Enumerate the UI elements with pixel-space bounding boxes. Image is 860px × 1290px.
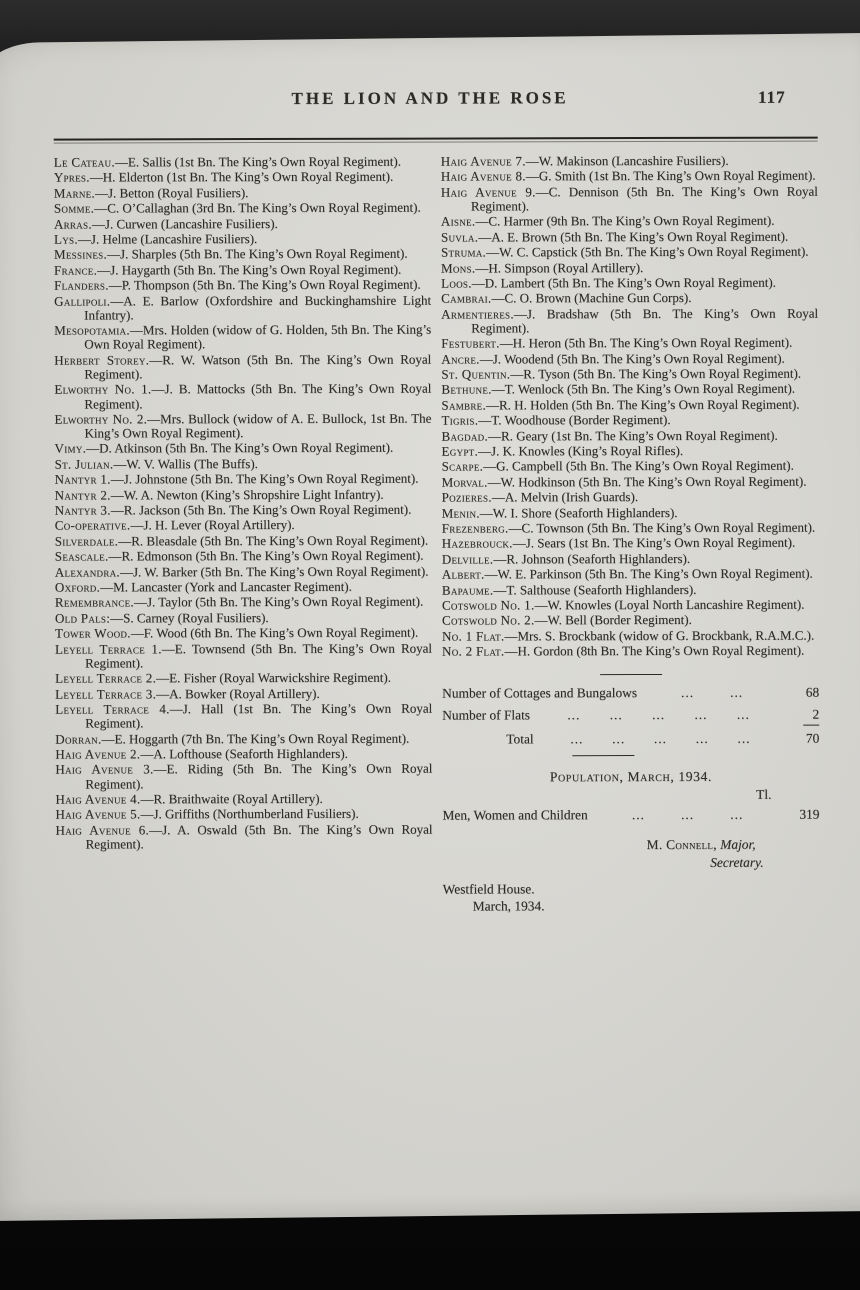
directory-entry [441, 413, 818, 428]
house-name: Bagdad. [441, 428, 489, 444]
leader-dots: ... [652, 707, 666, 723]
resident-info: —C. Townson (5th Bn. The King’s Own Royal Regiment). [508, 519, 816, 536]
directory-entry [55, 641, 432, 670]
house-name: Cotswold No. 2. [441, 612, 535, 628]
house-name: Morval. [441, 474, 488, 490]
house-name: Dorran. [55, 730, 102, 747]
directory-entry [55, 472, 432, 487]
house-name: Vimy. [54, 440, 87, 457]
page-content [53, 52, 819, 916]
house-name: Scarpe. [441, 458, 484, 475]
house-name: Marne. [53, 185, 95, 201]
resident-info: —H. Elderton (1st Bn. The King’s Own Royal Regiment). [89, 169, 394, 185]
directory-entry [55, 731, 432, 746]
house-name: Haig Avenue 9. [440, 184, 536, 200]
house-name: Hazebrouck. [441, 535, 513, 551]
resident-info: —A. Lofthouse (Seaforth Highlanders). [140, 745, 348, 762]
resident-info: —J. Curwen (Lancashire Fusiliers). [91, 215, 278, 232]
resident-info: —J. Woodend (5th Bn. The King’s Own Royal Regiment). [479, 350, 785, 367]
resident-info: —J. Betton (Royal Fusiliers). [94, 184, 249, 201]
directory-entry [442, 567, 819, 582]
directory-entry [442, 536, 819, 551]
directory-entry [55, 762, 432, 791]
signature-line [443, 836, 820, 855]
resident-info: —J. Sears (1st Bn. The King’s Own Royal Regiment). [512, 535, 796, 551]
directory-entry [54, 278, 431, 293]
leader-dots: ... [612, 731, 626, 747]
dot-leaders [534, 729, 788, 749]
resident-info: —A. E. Barlow (Oxfordshire and Buckinghamshire Light Infantry). [84, 292, 432, 323]
resident-info: —W. Makinson (Lancashire Fusiliers). [525, 152, 729, 169]
summary-value: 2 [803, 705, 819, 726]
house-name: Haig Avenue 2. [55, 746, 141, 762]
leader-dots: ... [570, 731, 584, 747]
resident-info: —H. Heron (5th Bn. The King’s Own Royal Regiment). [499, 334, 793, 351]
resident-info: —E. Fisher (Royal Warwickshire Regiment). [156, 669, 391, 686]
house-name: Albert. [441, 566, 485, 582]
resident-info: —J. Helme (Lancashire Fusiliers). [77, 230, 258, 247]
resident-info: —J. K. Knowles (King’s Royal Rifles). [478, 442, 684, 459]
resident-info: —Mrs. Holden (widow of G. Holden, 5th Bn. The King’s Own Royal Regiment). [84, 321, 432, 352]
directory-entry [441, 291, 818, 306]
resident-info: —S. Carney (Royal Fusiliers). [110, 609, 269, 626]
house-name: No. 2 Flat. [442, 643, 505, 659]
house-name: Nantyr 3. [54, 502, 111, 518]
resident-info: —T. Woodhouse (Border Regiment). [478, 412, 671, 428]
house-name: Silverdale. [54, 533, 119, 549]
house-name: Old Pals: [54, 610, 111, 626]
directory-entry [54, 216, 431, 231]
directory-entry [54, 323, 431, 352]
resident-info: —R. H. Holden (5th Bn. The King’s Own Royal Regiment). [485, 396, 800, 413]
leader-dots: ... [694, 707, 708, 723]
directory-entry [442, 521, 819, 536]
house-name: Struma. [440, 244, 487, 260]
summary-label: Number of Flats [442, 707, 531, 723]
directory-entry [441, 382, 818, 397]
resident-info: —R. Geary (1st Bn. The King’s Own Royal Regiment). [487, 427, 778, 444]
directory-entry [442, 628, 819, 643]
population-value: 319 [799, 806, 820, 822]
resident-info: —C. Harmer (9th Bn. The King’s Own Royal Regiment). [475, 213, 775, 229]
house-name: Leyell Terrace 3. [55, 685, 157, 702]
directory-entry [441, 184, 818, 213]
house-name: Haig Avenue 6. [55, 822, 150, 838]
house-name: Nantyr 2. [54, 487, 111, 503]
left-column [54, 155, 433, 916]
directory-entry [442, 598, 819, 613]
resident-info: —W. E. Parkinson (5th Bn. The King’s Own Royal Regiment). [484, 565, 813, 582]
resident-info: —C. O’Callaghan (3rd Bn. The King’s Own Royal Regiment). [94, 199, 421, 216]
dot-leaders [637, 683, 787, 702]
directory-entry [442, 490, 819, 505]
resident-info: —J. Hall (1st Bn. The King’s Own Royal Regiment). [85, 700, 433, 731]
house-name: Festubert. [441, 335, 500, 351]
house-name: Nantyr 1. [54, 471, 111, 487]
house-name: Aisne. [440, 213, 476, 229]
directory-entry [442, 505, 819, 520]
resident-info: —A. E. Brown (5th Bn. The King’s Own Royal Regiment). [478, 228, 789, 245]
directory-entry [54, 247, 431, 262]
directory-entry [55, 626, 432, 641]
house-name: Herbert Storey. [54, 352, 150, 368]
leader-dots: ... [631, 807, 645, 823]
leader-dots: ... [737, 731, 751, 747]
population-column-label: Tl. [756, 787, 772, 803]
directory-entry [55, 686, 432, 701]
leader-dots: ... [609, 707, 623, 723]
page-title: THE LION AND THE ROSE [291, 88, 569, 108]
resident-info: —W. I. Shore (Seaforth Highlanders). [479, 504, 678, 521]
directory-entry [441, 351, 818, 366]
directory-entry [441, 276, 818, 291]
leader-dots: ... [695, 731, 709, 747]
house-name: Mons. [441, 260, 476, 276]
directory-entry [441, 229, 818, 244]
house-name: Armentieres. [441, 306, 514, 322]
house-name: Lys. [53, 231, 78, 247]
resident-info: —J. Griffiths (Northumberland Fusiliers). [140, 806, 359, 822]
leader-dots: ... [730, 807, 744, 823]
resident-info: —J. Haygarth (5th Bn. The King’s Own Royal Regiment). [97, 261, 402, 278]
house-name: Haig Avenue 3. [55, 761, 154, 777]
summary-section [442, 674, 820, 915]
directory-entry [442, 613, 819, 628]
directory-entry [55, 518, 432, 533]
resident-info: —W. Bell (Border Regiment). [534, 612, 692, 628]
directory-entry [54, 201, 431, 216]
house-name: Delville. [441, 551, 494, 567]
population-row [442, 805, 819, 825]
resident-info: —W. C. Capstick (5th Bn. The King’s Own Royal Regiment). [486, 243, 809, 260]
leader-dots: ... [653, 731, 667, 747]
directory-entry [441, 260, 818, 275]
house-name: Haig Avenue 7. [440, 153, 526, 169]
directory-entry [54, 155, 431, 170]
directory-entry [441, 397, 818, 412]
resident-info: —W. A. Newton (King’s Shropshire Light Infantry). [110, 486, 384, 503]
secretary-rank: Major, [720, 837, 756, 853]
resident-info: —E. Sallis (1st Bn. The King’s Own Royal Regiment). [114, 153, 402, 170]
resident-info: —F. Wood (6th Bn. The King’s Own Royal Regiment). [130, 624, 419, 641]
footer-date: March, 1934. [472, 898, 545, 914]
summary-row-total [442, 729, 819, 749]
resident-info: —T. Wenlock (5th Bn. The King’s Own Royal Regiment). [491, 381, 796, 397]
directory-entry [55, 822, 432, 851]
house-name: Gallipoli. [54, 292, 111, 309]
dot-leaders [588, 805, 788, 825]
summary-value: 70 [805, 730, 820, 746]
directory-entry [55, 610, 432, 625]
house-name: Suvla. [440, 229, 479, 245]
resident-info: —R. Braithwaite (Royal Artillery). [140, 790, 323, 807]
footer-place: Westfield House. [442, 881, 535, 897]
house-name: Somme. [53, 200, 95, 216]
house-name: Frezenberg. [441, 520, 509, 536]
resident-info: —Mrs. Bullock (widow of A. E. Bullock, 1st Bn. The King’s Own Royal Regiment). [84, 410, 432, 441]
resident-info: —E. Townsend (5th Bn. The King’s Own Royal Regiment). [85, 640, 433, 671]
resident-info: —E. Hoggarth (7th Bn. The King’s Own Royal Regiment). [101, 730, 410, 746]
resident-info: —C. O. Brown (Machine Gun Corps). [491, 290, 692, 306]
directory-entry [441, 214, 818, 229]
resident-info: —R. Edmonson (5th Bn. The King’s Own Royal Regiment). [108, 547, 424, 564]
house-name: Leyell Terrace 2. [55, 670, 157, 686]
right-column [441, 154, 820, 915]
header-rule-thin [54, 141, 818, 144]
house-name: Ancre. [441, 351, 480, 367]
house-name: Loos. [441, 275, 472, 291]
directory-entry [55, 702, 432, 731]
population-heading: Population, March, 1934. [549, 769, 712, 785]
leader-dots: ... [681, 685, 695, 701]
house-name: Egypt. [441, 443, 479, 459]
secretary-name: M. Connell, [646, 837, 717, 853]
resident-info: —G. Smith (1st Bn. The King’s Own Royal Regiment). [525, 167, 816, 184]
summary-label: Total [506, 731, 534, 747]
directory-entry [441, 169, 818, 184]
divider-rule-bottom [572, 755, 634, 756]
directory-entry [54, 185, 431, 200]
book-page [0, 33, 860, 1221]
directory-entry [55, 595, 432, 610]
resident-info: —P. Thompson (5th Bn. The King’s Own Royal Regiment). [108, 276, 421, 293]
directory-entry [55, 580, 432, 595]
resident-info: —T. Salthouse (Seaforth Highlanders). [493, 581, 697, 597]
house-name: France. [54, 262, 98, 278]
dot-leaders [530, 705, 787, 725]
leader-dots: ... [567, 707, 581, 723]
resident-info: —G. Campbell (5th Bn. The King’s Own Royal Regiment). [483, 458, 794, 474]
resident-info: —Mrs. S. Brockbank (widow of G. Brockbank, R.A.M.C.). [504, 627, 815, 644]
resident-info: —J. W. Barker (5th Bn. The King’s Own Royal Regiment). [119, 563, 429, 580]
resident-info: —W. Knowles (Loyal North Lancashire Regiment). [534, 596, 805, 613]
resident-info: —J. B. Mattocks (5th Bn. The King’s Own Royal Regiment). [84, 380, 432, 411]
resident-info: —H. Simpson (Royal Artillery). [475, 259, 644, 276]
house-name: Bapaume. [441, 581, 494, 598]
directory-entry [55, 533, 432, 548]
house-name: Arras. [53, 216, 92, 232]
leader-dots: ... [730, 685, 744, 701]
summary-row-cottages [442, 683, 819, 703]
house-name: Tigris. [441, 412, 479, 428]
resident-info: —H. Gordon (8th Bn. The King’s Own Royal Regiment). [504, 642, 805, 659]
resident-info: —W. V. Wallis (The Buffs). [113, 455, 258, 472]
directory-entry [442, 459, 819, 474]
directory-entry [441, 245, 818, 260]
resident-info: —A. Melvin (Irish Guards). [491, 489, 639, 505]
house-name: Elworthy No. 2. [54, 411, 148, 427]
summary-row-flats [442, 705, 819, 727]
house-name: Flanders. [54, 277, 109, 293]
summary-label: Number of Cottages and Bungalows [442, 685, 638, 701]
population-label: Men, Women and Children [442, 807, 588, 823]
directory-entry [55, 456, 432, 471]
directory-entry [442, 582, 819, 597]
directory-entry [55, 807, 432, 822]
house-name: Haig Avenue 4. [55, 791, 141, 807]
directory-columns [54, 154, 820, 916]
resident-info: —J. H. Lever (Royal Artillery). [130, 517, 295, 533]
house-name: Pozieres. [441, 489, 492, 505]
leader-dots: ... [681, 807, 695, 823]
house-name: Co-operative. [54, 517, 131, 534]
resident-info: —J. Bradshaw (5th Bn. The King’s Own Royal Regiment). [471, 305, 819, 336]
house-name: Remembrance. [54, 594, 134, 610]
summary-value: 68 [805, 684, 820, 700]
resident-info: —J. A. Oswald (5th Bn. The King’s Own Royal Regiment). [85, 821, 433, 852]
resident-info: —C. Dennison (5th Bn. The King’s Own Royal Regiment). [470, 183, 818, 214]
house-name: Alexandra. [54, 564, 120, 580]
directory-entry [55, 487, 432, 502]
resident-info: —J. Taylor (5th Bn. The King’s Own Royal Regiment). [133, 594, 424, 610]
resident-info: —E. Riding (5th Bn. The King’s Own Royal Regiment). [85, 760, 433, 792]
house-name: Le Cateau. [53, 154, 115, 170]
directory-entry [55, 503, 432, 518]
house-name: Menin. [441, 505, 480, 521]
house-name: Bethune. [441, 381, 492, 398]
house-name: Cotswold No. 1. [441, 597, 535, 613]
house-name: Haig Avenue 8. [440, 168, 526, 184]
directory-entry [54, 411, 431, 440]
directory-entry [55, 564, 432, 579]
directory-entry [54, 352, 431, 381]
resident-info: —R. Johnson (Seaforth Highlanders). [493, 550, 691, 567]
directory-entry [441, 336, 818, 351]
resident-info: —R. Jackson (5th Bn. The King’s Own Royal Regiment). [110, 501, 412, 518]
directory-entry [442, 644, 819, 659]
house-name: Leyell Terrace 1. [55, 640, 162, 657]
resident-info: —W. Hodkinson (5th Bn. The King’s Own Royal Regiment). [487, 473, 807, 490]
house-name: Oxford. [54, 579, 101, 595]
directory-entry [54, 441, 431, 456]
directory-entry [55, 791, 432, 806]
directory-entry [441, 428, 818, 443]
directory-entry [54, 382, 431, 411]
directory-entry [442, 551, 819, 566]
directory-entry [55, 549, 432, 564]
house-name: Mesopotamia. [54, 322, 130, 338]
directory-entry [442, 474, 819, 489]
right-column-entries [441, 154, 819, 659]
resident-info: —M. Lancaster (York and Lancaster Regiment). [100, 578, 352, 595]
directory-entry [54, 232, 431, 247]
resident-info: —J. Johnstone (5th Bn. The King’s Own Royal Regiment). [110, 470, 419, 487]
leader-dots: ... [736, 707, 750, 723]
directory-entry [441, 306, 818, 335]
house-name: Tower Wood. [54, 625, 131, 641]
directory-entry [54, 262, 431, 277]
resident-info: —D. Atkinson (5th Bn. The King’s Own Royal Regiment). [86, 440, 394, 456]
resident-info: —R. W. Watson (5th Bn. The King’s Own Royal Regiment). [84, 351, 432, 382]
house-name: Seascale. [54, 548, 109, 564]
house-name: Ypres. [53, 169, 90, 185]
directory-entry [441, 367, 818, 382]
resident-info: —A. Bowker (Royal Artillery). [156, 685, 320, 701]
resident-info: —R. Bleasdale (5th Bn. The King’s Own Royal Regiment). [118, 532, 429, 549]
house-name: Messines. [53, 246, 108, 262]
divider-rule-top [600, 674, 662, 675]
house-name: Leyell Terrace 4. [55, 701, 170, 717]
resident-info: —J. Sharples (5th Bn. The King’s Own Royal Regiment). [107, 245, 408, 262]
house-name: Elworthy No. 1. [54, 381, 152, 397]
directory-entry [54, 170, 431, 185]
directory-entry [55, 747, 432, 762]
resident-info: —R. Tyson (5th Bn. The King’s Own Royal Regiment). [510, 365, 802, 382]
house-name: Cambrai. [441, 290, 492, 306]
directory-entry [442, 444, 819, 459]
resident-info: —D. Lambert (5th Bn. The King’s Own Royal Regiment). [471, 274, 776, 291]
house-name: St. Quentin. [441, 366, 511, 382]
house-name: No. 1 Flat. [441, 628, 505, 644]
running-head [54, 88, 818, 112]
page-number: 117 [758, 87, 786, 107]
directory-entry [54, 293, 431, 322]
house-name: Sambre. [441, 397, 487, 413]
secretary-title: Secretary. [710, 855, 764, 871]
directory-entry [55, 671, 432, 686]
house-name: St. Julian. [54, 456, 114, 472]
house-name: Haig Avenue 5. [55, 806, 141, 822]
directory-entry [441, 154, 818, 169]
